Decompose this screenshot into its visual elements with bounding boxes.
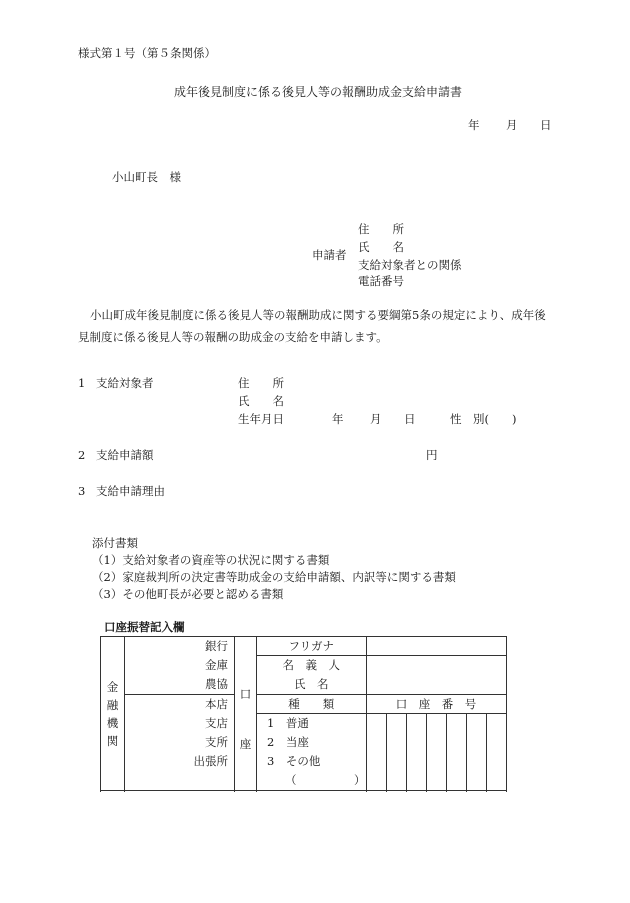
page-title: 成年後見制度に係る後見人等の報酬助成金支給申請書 [174, 85, 463, 99]
recipient-name-label: 氏 名 [238, 394, 284, 408]
recipient-address-label: 住 所 [238, 376, 284, 390]
account-label: 口 座 [235, 637, 257, 791]
account-number-digit[interactable] [366, 714, 386, 791]
bank-section-heading: 口座振替記入欄 [104, 620, 185, 634]
applicant-address-label: 住 所 [358, 222, 404, 236]
applicant-relation-label: 支給対象者との関係 [358, 258, 462, 272]
applicant-name-label: 氏 名 [358, 240, 404, 254]
item-2-number: 2 [78, 448, 86, 462]
account-number-digit[interactable] [446, 714, 466, 791]
applicant-label: 申請者 [312, 248, 347, 262]
furigana-label: フリガナ [257, 637, 367, 656]
account-number-digit[interactable] [386, 714, 406, 791]
date-year: 年 [468, 118, 480, 132]
attachment-item: （3）その他町長が必要と認める書類 [92, 587, 284, 601]
account-holder-field[interactable] [366, 656, 506, 695]
branch-type-list: 本店 支店 支所 出張所 [125, 695, 235, 791]
form-number: 様式第１号（第５条関係） [78, 46, 216, 60]
birth-month-label: 月 [370, 412, 382, 426]
item-1-number: 1 [78, 376, 86, 390]
account-kind-header: 種 類 [257, 695, 367, 714]
item-3-label: 支給申請理由 [96, 484, 165, 498]
bank-account-table [100, 636, 507, 791]
addressee: 小山町長 様 [112, 170, 181, 184]
furigana-field[interactable] [366, 637, 506, 656]
account-number-digit[interactable] [406, 714, 426, 791]
account-number-header: 口 座 番 号 [366, 695, 506, 714]
account-number-digit[interactable] [466, 714, 486, 791]
account-kind-options[interactable]: 1 普通 2 当座 3 その他 （ ） [257, 714, 367, 791]
date-month: 月 [506, 118, 518, 132]
yen-unit: 円 [426, 448, 438, 462]
recipient-sex-label: 性 別( ) [450, 412, 517, 426]
date-day: 日 [540, 118, 552, 132]
account-holder-label: 名 義 人 氏 名 [257, 656, 367, 695]
account-number-digit[interactable] [486, 714, 506, 791]
attachments-heading: 添付書類 [92, 536, 138, 550]
recipient-birth-label: 生年月日 [238, 412, 284, 426]
financial-institution-label: 金 融 機 関 [101, 637, 125, 791]
birth-day-label: 日 [404, 412, 416, 426]
attachment-item: （1）支給対象者の資産等の状況に関する書類 [92, 553, 330, 567]
institution-type-list: 銀行 金庫 農協 [125, 637, 235, 695]
birth-year-label: 年 [332, 412, 344, 426]
application-statement: 小山町成年後見制度に係る後見人等の報酬助成に関する要綱第5条の規定により、成年後見制度に係る後見人等の報酬の助成金の支給を申請します。 [78, 308, 546, 344]
applicant-phone-label: 電話番号 [358, 274, 404, 288]
item-2-label: 支給申請額 [96, 448, 154, 462]
attachment-item: （2）家庭裁判所の決定書等助成金の支給申請額、内訳等に関する書類 [92, 570, 456, 584]
item-3-number: 3 [78, 484, 86, 498]
account-number-digit[interactable] [426, 714, 446, 791]
item-1-label: 支給対象者 [96, 376, 154, 390]
